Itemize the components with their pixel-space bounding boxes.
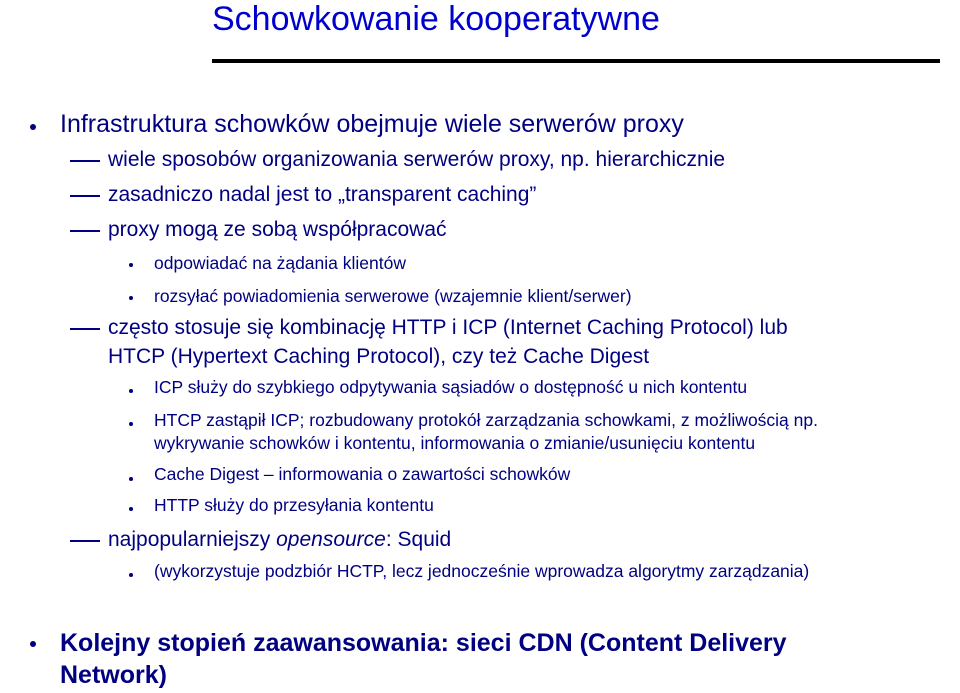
bullet-dot	[129, 389, 133, 393]
bullet-dot	[129, 296, 133, 300]
sub-item-sposoby: wiele sposobów organizowania serwerów proxy, np. hierarchicznie	[108, 148, 726, 171]
bullet-infrastructure: Infrastruktura schowków obejmuje wiele serwerów proxy	[60, 110, 684, 138]
bullet-kolejny-line2: Network)	[60, 661, 167, 689]
sub-item-czesto-line2: HTCP (Hypertext Caching Protocol), czy też Cache Digest	[108, 345, 650, 368]
dash-marker	[70, 160, 100, 162]
bullet-dot	[129, 422, 133, 426]
sub-item-proxy-wspolpraca: proxy mogą ze sobą współpracować	[108, 218, 447, 241]
sub-sub-item-htcp-line2: wykrywanie schowków i kontentu, informowania o zmianie/usunięciu kontentu	[154, 433, 756, 453]
sub-sub-item-cache-digest: Cache Digest – informowania o zawartości schowków	[154, 464, 571, 484]
bullet-dot	[129, 507, 133, 511]
najpop-prefix: najpopularniejszy	[108, 528, 277, 551]
page-title: Schowkowanie kooperatywne	[212, 0, 660, 38]
sub-sub-item-htcp-line1: HTCP zastąpił ICP; rozbudowany protokół zarządzania schowkami, z możliwością np.	[154, 410, 818, 430]
sub-item-zasadniczo: zasadniczo nadal jest to „transparent caching”	[108, 183, 537, 206]
dash-marker	[70, 328, 100, 330]
bullet-dot	[129, 263, 133, 267]
dash-marker	[70, 230, 100, 232]
najpop-emphasis: opensource	[276, 528, 386, 551]
dash-marker	[70, 540, 100, 542]
sub-sub-item-rozsylac: rozsyłać powiadomienia serwerowe (wzajemnie klient/serwer)	[154, 286, 632, 306]
bullet-dot	[30, 641, 36, 647]
sub-item-najpopularniejszy	[108, 527, 451, 552]
sub-sub-item-odpowiadac: odpowiadać na żądania klientów	[154, 253, 406, 273]
sub-sub-item-wykorzystuje: (wykorzystuje podzbiór HCTP, lecz jednocześnie wprowadza algorytmy zarządzania)	[154, 561, 810, 581]
bullet-dot	[129, 477, 133, 481]
sub-item-czesto-line1: często stosuje się kombinację HTTP i ICP (Internet Caching Protocol) lub	[108, 316, 788, 339]
najpop-suffix: : Squid	[385, 528, 452, 551]
bullet-dot	[30, 124, 36, 130]
bullet-kolejny-line1: Kolejny stopień zaawansowania: sieci CDN (Content Delivery	[60, 629, 787, 657]
dash-marker	[70, 195, 100, 197]
sub-sub-item-http: HTTP służy do przesyłania kontentu	[154, 495, 434, 515]
sub-sub-item-icp: ICP służy do szybkiego odpytywania sąsiadów o dostępność u nich kontentu	[154, 377, 748, 397]
bullet-dot	[129, 573, 133, 577]
title-underline	[212, 59, 940, 63]
